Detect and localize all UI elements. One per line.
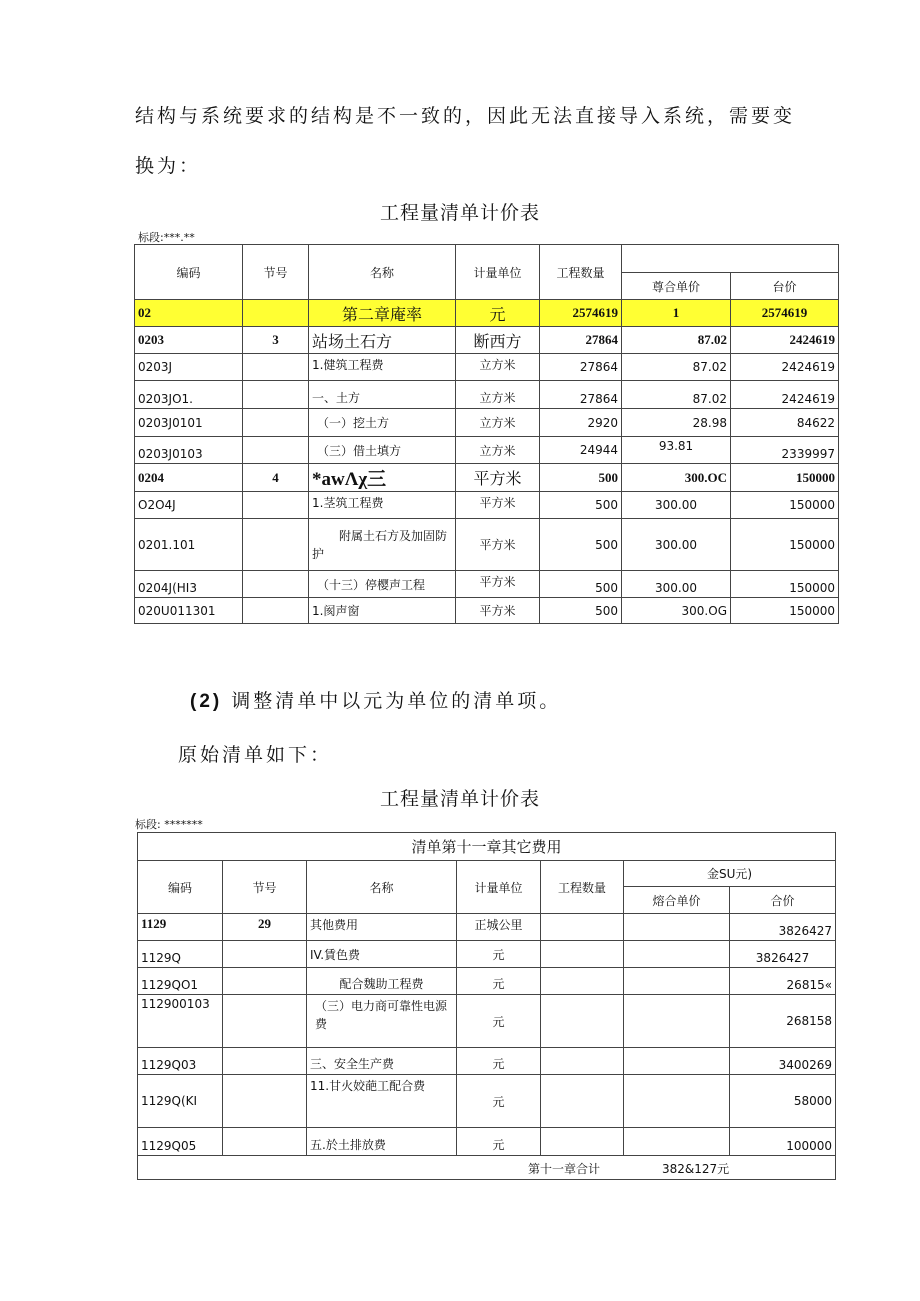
cell-unit-price: 87.02 bbox=[622, 327, 731, 354]
cell-name: 1.茎筑工程费 bbox=[309, 492, 456, 519]
cell-code: O2O4J bbox=[135, 492, 243, 519]
table2-header-row-1 bbox=[138, 861, 836, 887]
cell-unit-price: 300.00 bbox=[622, 519, 731, 571]
cell-name: （三）电力商可靠性电源费 bbox=[307, 995, 457, 1048]
header-code: 编码 bbox=[138, 861, 223, 914]
cell-total: 3826427 bbox=[730, 914, 836, 941]
cell-qty: 500 bbox=[540, 464, 622, 492]
cell-unit: 元 bbox=[457, 1048, 541, 1075]
cell-name: 11.甘火姣葩工配合费 bbox=[307, 1075, 457, 1128]
cell-section bbox=[243, 300, 309, 327]
cell-total: 58000 bbox=[730, 1075, 836, 1128]
cell-name: 站场土石方 bbox=[309, 327, 456, 354]
cell-total: 268158 bbox=[730, 995, 836, 1048]
table-row bbox=[138, 995, 836, 1048]
table-row bbox=[135, 437, 839, 464]
cell-unit: 立方米 bbox=[456, 409, 540, 437]
cell-qty bbox=[541, 941, 624, 968]
footer-cell bbox=[138, 1156, 836, 1180]
cell-unit-price: 87.02 bbox=[622, 381, 731, 409]
cell-unit-price bbox=[624, 1048, 730, 1075]
cell-qty: 500 bbox=[540, 598, 622, 624]
cell-name: 1.阂声窗 bbox=[309, 598, 456, 624]
cell-unit: 元 bbox=[457, 1075, 541, 1128]
cell-unit-price bbox=[624, 941, 730, 968]
cell-name: 一、土方 bbox=[309, 381, 456, 409]
cell-total: 2574619 bbox=[731, 300, 839, 327]
cell-unit-price bbox=[624, 1128, 730, 1156]
cell-section bbox=[223, 968, 307, 995]
cell-total: 2339997 bbox=[731, 437, 839, 464]
cell-unit-price: 87.02 bbox=[622, 354, 731, 381]
cell-qty: 2920 bbox=[540, 409, 622, 437]
header-section: 节号 bbox=[223, 861, 307, 914]
cell-qty: 500 bbox=[540, 571, 622, 598]
cell-section bbox=[223, 1128, 307, 1156]
cell-unit-price: 300.OC bbox=[622, 464, 731, 492]
header-unit: 计量单位 bbox=[456, 245, 540, 300]
cell-code: 0204 bbox=[135, 464, 243, 492]
cell-unit: 平方米 bbox=[456, 464, 540, 492]
cell-section bbox=[223, 1048, 307, 1075]
cell-total: 150000 bbox=[731, 464, 839, 492]
cell-code: 0204J(HI3 bbox=[135, 571, 243, 598]
cell-unit: 平方米 bbox=[456, 571, 540, 598]
cell-unit-price: 300.00 bbox=[622, 571, 731, 598]
cell-code: 02 bbox=[135, 300, 243, 327]
cell-qty: 27864 bbox=[540, 381, 622, 409]
cell-qty: 27864 bbox=[540, 354, 622, 381]
cell-unit: 元 bbox=[457, 968, 541, 995]
cell-name: IV.賃色费 bbox=[307, 941, 457, 968]
header-amount-group: 金SU元) bbox=[624, 861, 836, 887]
cell-section bbox=[243, 519, 309, 571]
cell-code: 0203 bbox=[135, 327, 243, 354]
table-row bbox=[135, 519, 839, 571]
cell-unit-price bbox=[624, 995, 730, 1048]
cell-total: 150000 bbox=[731, 519, 839, 571]
cell-total: 3400269 bbox=[730, 1048, 836, 1075]
table2-footer-row bbox=[138, 1156, 836, 1180]
table2-chapter-row bbox=[138, 833, 836, 861]
cell-unit: 平方米 bbox=[456, 492, 540, 519]
cell-name: （三）借土填方 bbox=[309, 437, 456, 464]
header-total: 合价 bbox=[730, 887, 836, 914]
header-amount-group bbox=[622, 245, 839, 273]
header-qty: 工程数量 bbox=[541, 861, 624, 914]
cell-total: 100000 bbox=[730, 1128, 836, 1156]
cell-section bbox=[223, 1075, 307, 1128]
cell-section bbox=[243, 381, 309, 409]
table-row bbox=[135, 598, 839, 624]
cell-code: 1129Q bbox=[138, 941, 223, 968]
cell-name: 五.於土排放费 bbox=[307, 1128, 457, 1156]
cell-total: 150000 bbox=[731, 492, 839, 519]
cell-total: 2424619 bbox=[731, 381, 839, 409]
cell-section bbox=[243, 437, 309, 464]
footer-label: 第十一章合计 bbox=[528, 1162, 601, 1176]
cell-name: *awΛχ三 bbox=[309, 464, 456, 492]
table2 bbox=[137, 832, 836, 1180]
step2-number: (2) bbox=[190, 691, 223, 712]
cell-name: 1.健筑工程费 bbox=[309, 354, 456, 381]
header-qty: 工程数量 bbox=[540, 245, 622, 300]
cell-name: 其他费用 bbox=[307, 914, 457, 941]
cell-section: 3 bbox=[243, 327, 309, 354]
table-row bbox=[135, 354, 839, 381]
cell-unit: 立方米 bbox=[456, 354, 540, 381]
cell-qty bbox=[541, 968, 624, 995]
cell-section: 4 bbox=[243, 464, 309, 492]
table1-title: 工程量清单计价表 bbox=[379, 202, 540, 224]
header-code: 编码 bbox=[135, 245, 243, 300]
cell-total: 2424619 bbox=[731, 327, 839, 354]
cell-qty bbox=[541, 1048, 624, 1075]
cell-qty: 2574619 bbox=[540, 300, 622, 327]
table-row bbox=[135, 492, 839, 519]
cell-section bbox=[243, 409, 309, 437]
cell-section bbox=[243, 571, 309, 598]
table1 bbox=[134, 244, 839, 624]
table-row bbox=[138, 1048, 836, 1075]
cell-qty bbox=[541, 914, 624, 941]
cell-unit-price bbox=[624, 1075, 730, 1128]
cell-unit-price bbox=[624, 968, 730, 995]
header-total: 台价 bbox=[731, 273, 839, 300]
cell-code: 1129Q(KI bbox=[138, 1075, 223, 1128]
cell-qty: 24944 bbox=[540, 437, 622, 464]
table1-header-row-1 bbox=[135, 245, 839, 273]
cell-section bbox=[243, 354, 309, 381]
cell-code: 1129Q05 bbox=[138, 1128, 223, 1156]
cell-unit: 元 bbox=[456, 300, 540, 327]
cell-unit: 平方米 bbox=[456, 519, 540, 571]
cell-total: 3826427 bbox=[730, 941, 836, 968]
cell-name: 第二章庵率 bbox=[309, 300, 456, 327]
cell-qty: 500 bbox=[540, 492, 622, 519]
cell-name: 附属土石方及加固防护 bbox=[309, 519, 456, 571]
cell-total: 2424619 bbox=[731, 354, 839, 381]
cell-qty bbox=[541, 1128, 624, 1156]
cell-code: 0201.101 bbox=[135, 519, 243, 571]
cell-qty bbox=[541, 995, 624, 1048]
table-row bbox=[138, 1128, 836, 1156]
cell-code: 020U011301 bbox=[135, 598, 243, 624]
header-name: 名称 bbox=[307, 861, 457, 914]
table-row bbox=[135, 300, 839, 327]
cell-unit: 平方米 bbox=[456, 598, 540, 624]
cell-unit: 断西方 bbox=[456, 327, 540, 354]
cell-unit: 元 bbox=[457, 995, 541, 1048]
cell-section bbox=[243, 492, 309, 519]
cell-unit: 立方米 bbox=[456, 437, 540, 464]
cell-code: 112900103 bbox=[138, 995, 223, 1048]
table-row bbox=[135, 327, 839, 354]
header-unit-price: 尊合单价 bbox=[622, 273, 731, 300]
header-name: 名称 bbox=[309, 245, 456, 300]
cell-code: 0203J bbox=[135, 354, 243, 381]
original-label: 原始清单如下： bbox=[178, 744, 333, 766]
cell-unit-price: 300.OG bbox=[622, 598, 731, 624]
cell-total: 150000 bbox=[731, 571, 839, 598]
header-unit: 计量单位 bbox=[457, 861, 541, 914]
cell-unit: 正城公里 bbox=[457, 914, 541, 941]
cell-code: 0203JO1. bbox=[135, 381, 243, 409]
cell-total: 84622 bbox=[731, 409, 839, 437]
cell-section bbox=[223, 995, 307, 1048]
table-row bbox=[135, 571, 839, 598]
cell-section: 29 bbox=[223, 914, 307, 941]
header-section: 节号 bbox=[243, 245, 309, 300]
cell-total: 26815« bbox=[730, 968, 836, 995]
step2-line bbox=[190, 686, 561, 713]
footer-value: 382&127元 bbox=[662, 1162, 730, 1176]
cell-section bbox=[243, 598, 309, 624]
intro-line-2: 换为： bbox=[135, 155, 202, 177]
cell-unit-price: 300.00 bbox=[622, 492, 731, 519]
cell-code: 1129 bbox=[138, 914, 223, 941]
cell-unit-price bbox=[624, 914, 730, 941]
cell-code: 0203J0101 bbox=[135, 409, 243, 437]
cell-code: 1129QO1 bbox=[138, 968, 223, 995]
cell-unit: 立方米 bbox=[456, 381, 540, 409]
cell-qty: 27864 bbox=[540, 327, 622, 354]
cell-section bbox=[223, 941, 307, 968]
cell-unit-price: 93.81 bbox=[622, 437, 731, 464]
table-row bbox=[135, 381, 839, 409]
table-row bbox=[135, 409, 839, 437]
cell-name: （一）挖土方 bbox=[309, 409, 456, 437]
table-row bbox=[138, 941, 836, 968]
table2-section-label: 标段: ******* bbox=[135, 818, 203, 831]
cell-code: 0203J0103 bbox=[135, 437, 243, 464]
header-unit-price: 熔合单价 bbox=[624, 887, 730, 914]
cell-code: 1129Q03 bbox=[138, 1048, 223, 1075]
cell-unit-price: 1 bbox=[622, 300, 731, 327]
cell-unit: 元 bbox=[457, 1128, 541, 1156]
cell-qty: 500 bbox=[540, 519, 622, 571]
table-row bbox=[138, 968, 836, 995]
table2-title: 工程量清单计价表 bbox=[379, 788, 540, 810]
table-row bbox=[138, 1075, 836, 1128]
table-row bbox=[135, 464, 839, 492]
table-row bbox=[138, 914, 836, 941]
chapter-title: 清单第十一章其它费用 bbox=[138, 833, 836, 861]
cell-name: 配合魏助工程费 bbox=[307, 968, 457, 995]
cell-qty bbox=[541, 1075, 624, 1128]
cell-name: （十三）停樱声工程 bbox=[309, 571, 456, 598]
table1-section-label: 标段:***.** bbox=[138, 231, 195, 244]
cell-name: 三、安全生产费 bbox=[307, 1048, 457, 1075]
intro-line-1: 结构与系统要求的结构是不一致的，因此无法直接导入系统，需要变 bbox=[135, 105, 796, 127]
cell-unit-price: 28.98 bbox=[622, 409, 731, 437]
step2-text: 调整清单中以元为单位的清单项。 bbox=[231, 690, 562, 712]
cell-total: 150000 bbox=[731, 598, 839, 624]
cell-unit: 元 bbox=[457, 941, 541, 968]
